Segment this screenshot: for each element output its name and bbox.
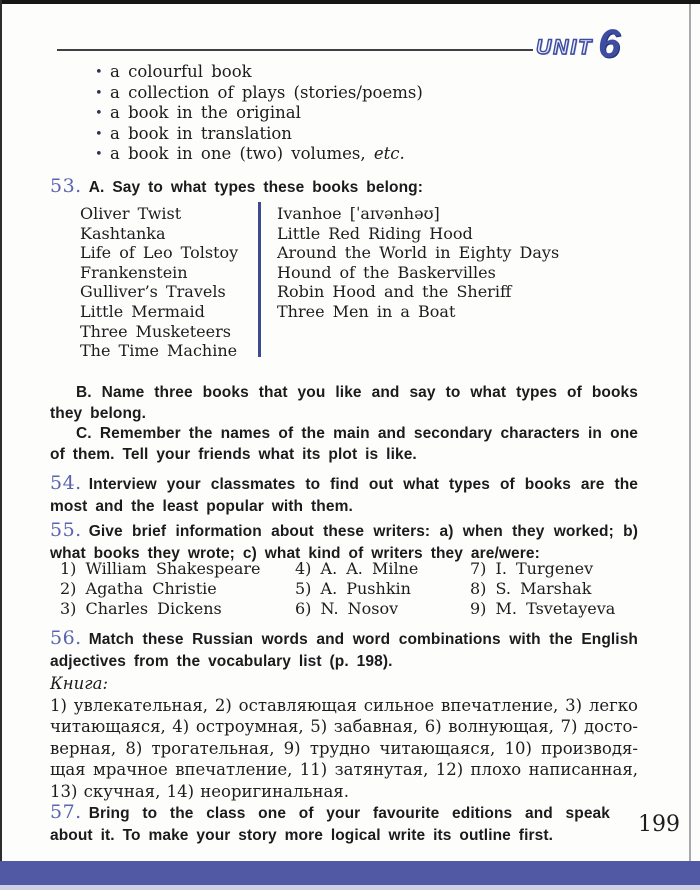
writer-item: 4) A. A. Milne <box>295 559 419 578</box>
exercise-55-heading <box>50 520 638 564</box>
scan-edge-left <box>0 0 2 890</box>
book-title: Around the World in Eighty Days <box>277 243 560 263</box>
unit-label: UNIT <box>536 36 593 59</box>
exercise-53-part-b: B. Name three books that you like and say to what types of books they belong. <box>50 384 638 422</box>
book-title: Gulliver’s Travels <box>80 282 226 302</box>
bullet-item-text: a book in one (two) volumes, <box>110 144 374 164</box>
writers-column-2 <box>295 559 418 620</box>
book-column-left <box>80 204 238 361</box>
book-title: Little Red Riding Hood <box>277 223 473 243</box>
scan-edge-top <box>0 0 700 4</box>
writer-item: 5) A. Pushkin <box>295 579 411 599</box>
russian-line: читающаяся, 4) остроумная, 5) забавная, 6) волнующая, 7) досто- <box>50 717 638 737</box>
book-title: Three Musketeers <box>80 321 231 341</box>
bottom-blue-band <box>0 861 700 885</box>
exercise-53-part-c: C. Remember the names of the main and secondary characters in one of them. Tell your friends what its plot is like. <box>50 425 638 463</box>
exercise-53-heading <box>50 176 638 199</box>
exercise-55-number: 55. <box>50 519 82 541</box>
writer-item: 1) William Shakespeare <box>60 559 261 578</box>
writer-item: 9) M. Tsvetayeva <box>470 599 616 619</box>
exercise-57-heading <box>50 802 610 846</box>
bullet-item <box>95 103 423 124</box>
unit-logo <box>536 22 621 66</box>
book-title: Oliver Twist <box>80 204 182 223</box>
book-title: Three Men in a Boat <box>277 301 456 321</box>
bullet-item <box>95 144 423 165</box>
book-title: The Time Machine <box>80 341 238 361</box>
bullet-item-text: a collection of plays (stories/poems) <box>110 82 423 102</box>
writer-item: 2) Agatha Christie <box>60 579 217 599</box>
book-title: Kashtanka <box>80 223 166 243</box>
bottom-light-strip <box>0 885 700 890</box>
exercise-57-text: Bring to the class one of your favourite editions and speak about it. To make your story more logical write its outline first. <box>50 805 610 844</box>
book-title: Life of Leo Tolstoy <box>80 243 239 263</box>
exercise-53-number: 53. <box>50 175 82 197</box>
russian-line: щая мрачное впечатление, 11) затянутая, 12) плохо написанная, <box>50 760 638 780</box>
book-title: Frankenstein <box>80 262 188 282</box>
writers-column-3 <box>470 559 615 620</box>
bullet-item <box>95 62 423 83</box>
bullet-item-text: a book in the original <box>110 103 301 123</box>
unit-number: 6 <box>598 22 621 66</box>
russian-line: верная, 8) трогательная, 9) трудно читающаяся, 10) производя- <box>50 738 638 758</box>
header-rule <box>57 49 533 51</box>
book-title: Little Mermaid <box>80 301 205 321</box>
book-title: Robin Hood and the Sheriff <box>277 282 512 302</box>
scan-edge-right <box>689 4 691 862</box>
writer-item: 3) Charles Dickens <box>60 599 222 619</box>
bullet-item-text: a book in translation <box>110 123 292 143</box>
book-title: Hound of the Baskervilles <box>277 262 496 282</box>
russian-line: 1) увлекательная, 2) оставляющая сильное впечатление, 3) легко <box>50 696 638 715</box>
writers-column-1 <box>60 559 260 620</box>
bullet-item-text: a colourful book <box>110 62 252 81</box>
exercise-53-part-a: A. Say to what types these books belong: <box>88 179 423 196</box>
page-number: 199 <box>638 812 680 837</box>
exercise-54-heading <box>50 473 638 517</box>
bullet-item <box>95 124 423 145</box>
exercise-56-number: 56. <box>50 627 82 649</box>
exercise-54-number: 54. <box>50 472 82 494</box>
writer-item: 7) I. Turgenev <box>470 559 594 578</box>
column-divider-rule <box>258 202 261 357</box>
exercise-54-text: Interview your classmates to find out what types of books are the most and the least popular with them. <box>50 476 638 515</box>
exercise-56-heading <box>50 628 638 672</box>
kniga-label: Книга: <box>50 674 108 693</box>
russian-line: 13) скучная, 14) неоригинальная. <box>50 781 349 801</box>
russian-adjectives-paragraph <box>50 695 638 802</box>
book-types-bullet-list <box>95 62 423 165</box>
bullet-item <box>95 83 423 104</box>
book-title: Ivanhoe [ˈaɪvənhəʊ] <box>277 204 440 223</box>
bullet-item-italic-suffix: etc. <box>373 144 405 164</box>
exercise-57-number: 57. <box>50 801 82 823</box>
exercise-56-text: Match these Russian words and word combinations with the English adjectives from the vocabulary list (p. 198). <box>50 631 638 670</box>
book-column-right <box>277 204 559 322</box>
exercise-55-text: Give brief information about these writers: a) when they worked; b) what books they wrote; c) what kind of writers they are/were: <box>50 523 638 562</box>
writer-item: 6) N. Nosov <box>295 599 399 619</box>
writer-item: 8) S. Marshak <box>470 579 592 599</box>
